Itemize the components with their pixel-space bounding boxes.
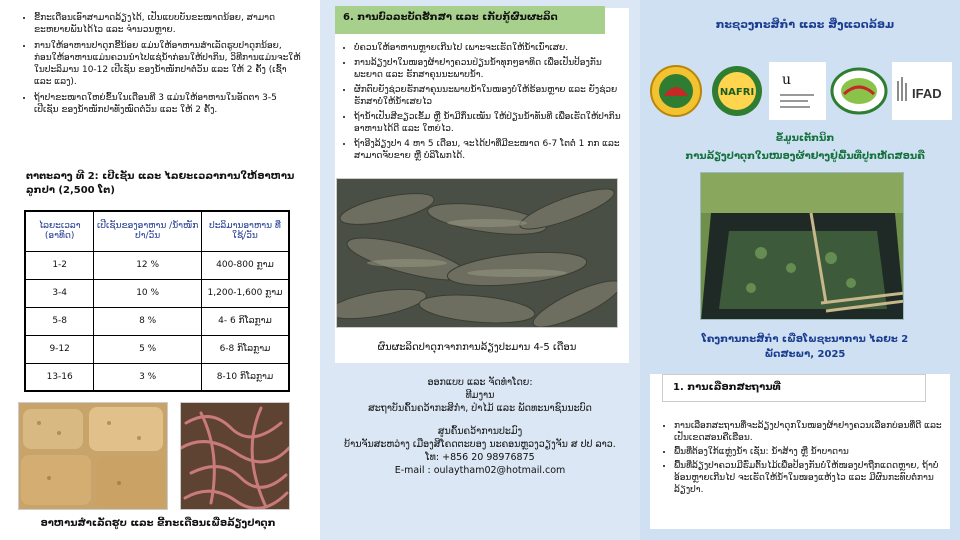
table-row — [25, 251, 289, 279]
designer-label: ອອກແບບ ແລະ ຈັດທຳໂດຍ: — [427, 377, 533, 388]
list-item: • ບໍ່ຄວນໃຫ້ອາຫານຫຼາຍເກີນໄປ ເພາະຈະເຮັດໃຫ້ນ້ຳເນົ່າເສຍ. — [354, 42, 624, 54]
table-cell: 10 % — [94, 279, 202, 307]
table-row — [25, 279, 289, 307]
section-title: 6. ການບົວລະບັດຮັກສາ ແລະ ເກັບກູ້ຜົນຜະລິດ — [335, 6, 605, 34]
table-cell: 13-16 — [25, 363, 94, 391]
table-header: ເປີເຊັນຂອງອາຫານ /ນ້ຳໜັກປາ/ວັນ — [94, 211, 202, 251]
table-row — [25, 307, 289, 335]
list-item: • ການໃຫ້ອາຫານປາດຸກຂີ້ນ້ອຍ ແມ່ນໃຫ້ອາຫານສຳເລັດຮູບປາດຸກນ້ອຍ, ກ່ອນໃຫ້ອາຫານແມ່ນຄວນນຳໄປແຊ່ນ້ຳກ່ອນໃຫ້ປາກິນ, ວິທີການແມ່ນຈະໃຫ້ໃນປະລິມານ 10-12 ເປີເຊັນ ຂອງນ້ຳໜັກປາຕໍ່ວັນ ແລະ ໃຫ້ 2 ຄັ້ງ (ເຊົ້າ ແລະ ແລງ). — [34, 40, 302, 88]
university-logo — [769, 62, 826, 120]
ifad-logo-text: IFAD — [911, 86, 942, 101]
table-cell: 1-2 — [25, 251, 94, 279]
feeding-bullets — [22, 12, 302, 120]
list-item: • ຖ້າອີງລ້ຽງປາ 4 ຫາ 5 ເດືອນ, ຈະໄດ້ປາທີ່ມີຂະໜາດ 6-7 ໂຕຕໍ່ 1 ກກ ແລະ ສາມາດຈັບຂາຍ ຫຼື ບໍລິໂພກໄດ້. — [354, 138, 624, 162]
table-cell: 1,200-1,600 ກຼາມ — [201, 279, 289, 307]
technical-info-heading — [660, 131, 950, 164]
site-selection-title: 1. ການເລືອກສະຖານທີ່ — [662, 374, 926, 402]
institute-name: ສະຖາບັນຄົ້ນຄວ້າກະສິກຳ, ປ່າໄມ້ ແລະ ພັດທະນາຊົນນະບົດ — [368, 403, 592, 414]
ifad-logo — [892, 62, 952, 120]
nafri-logo — [709, 62, 766, 120]
list-item: • ຂີ້ກະເດືອນເອົາສາມາດລ້ຽງໄດ້, ເປັນແບບບັນຂະໜາດນ້ອຍ, ສາມາດຂະຫຍາຍພັນໄດ້ໄວ ແລະ ຈຳນວນຫຼາຍ. — [34, 12, 302, 36]
table-cell: 8 % — [94, 307, 202, 335]
project-date: ພັດສະພາ, 2025 — [764, 349, 846, 360]
center-name: ສູນຄົ້ນຄວ້າການປະມົງ — [437, 426, 523, 437]
list-item: • ການລ້ຽງປາໃນໜອງຜ້າຢາງຄວນປ່ຽນນ້ຳທຸກໆອາທິດ ເພື່ອເປັນປ້ອງກັນພະຍາດ ແລະ ຮັກສາຄຸນນະພາບນ້ຳ. — [354, 57, 624, 81]
feeding-table — [24, 210, 290, 392]
site-selection-bullets — [664, 420, 942, 498]
team-label: ທີມງານ — [465, 390, 495, 401]
table-row — [25, 363, 289, 391]
project-title: ໂຄງການກະສິກຳ ເພື່ອໂພຊະນາການ ໄລຍະ 2 — [701, 334, 909, 345]
logo-row — [648, 56, 952, 126]
address: ບ້ານຈັນສະຫວ່າງ ເມືອງສີໂຄດຕະບອງ ນະຄອນຫຼວງວຽງຈັນ ສ ປປ ລາວ. — [344, 439, 616, 450]
project-heading — [660, 332, 950, 362]
table-header-row — [25, 211, 289, 251]
table-header: ໄລຍະເວລາ (ອາທິດ) — [25, 211, 94, 251]
university-logo-mark: u — [782, 72, 792, 88]
list-item: • ພື້ນທີ່ຕ້ອງໃກ້ແຫຼ່ງນ້ຳ ເຊັ່ນ: ນ້ຳສ້າງ ຫຼື ນ້ຳບາດານ — [674, 446, 942, 458]
table-cell: 5-8 — [25, 307, 94, 335]
table-cell: 400-800 ກຼາມ — [201, 251, 289, 279]
table-cell: 8-10 ກິໂລກຼາມ — [201, 363, 289, 391]
list-item: • ຖ້ານ້ຳເປັນສີຂຽວເຂັ້ມ ຫຼື ນ້ຳມີກິ່ນເໝັນ ໃຫ້ປ່ຽນນ້ຳທັນທີ ເພື່ອເຮັດໃຫ້ປາກິນອາຫານໄດ້ດີ ແລະ ໃຫຍ່ໄວ. — [354, 111, 624, 135]
table-cell: 3-4 — [25, 279, 94, 307]
table-header: ປະລິມານອາຫານ ທີ່ໃຊ້/ວັນ — [201, 211, 289, 251]
harvest-caption: ຜົນຜະລິດປາດຸກຈາກການລ້ຽງປະມານ 4-5 ເດືອນ — [377, 342, 577, 353]
table-row — [25, 335, 289, 363]
pond-photo — [700, 172, 904, 320]
email[interactable]: E-mail : oulaytham02@hotmail.com — [394, 465, 566, 476]
list-item: • ຜັກຕົບຍັງຊ່ວຍຮັກສາຄຸນນະພາບນ້ຳໃນໜອງບໍ່ໃຫ້ຮ້ອນຫຼາຍ ແລະ ຍັງຊ່ວຍຮັກສາບໍ່ໃຫ້ນ້ຳເສຍໄວ — [354, 84, 624, 108]
table-cell: 5 % — [94, 335, 202, 363]
table-title: ຕາຕະລາງ ທີ 2: ເປີເຊັນ ແລະ ໄລຍະເວລາການໃຫ້ອາຫານ ລູກປາ (2,500 ໂຕ) — [26, 171, 295, 196]
list-item: • ພື້ນທີ່ລ້ຽງປາຄວນມີຮົ່ມຕົ້ນໄມ້ເພື່ອປ້ອງກັນບໍ່ໃຫ້ໜອງປາຖືກແດດຫຼາຍ, ຖ້າບໍ່ອ້ອນຫຼາຍເກີນໄປ ຈະເຮັດໃຫ້ນ້ຳໃນໜອງແຫ້ງໄວ ແລະ ມີຜົນກະທົບຕໍ່ການລ້ຽງປາ. — [674, 460, 942, 496]
nafri-logo-text: NAFRI — [719, 87, 754, 98]
catfish-harvest-photo — [336, 178, 618, 328]
pellet-feed-photo — [18, 402, 168, 510]
table-cell: 3 % — [94, 363, 202, 391]
technical-info-title: ຂໍ້ມູນເຕັກນິກ — [775, 133, 835, 144]
earthworm-photo — [180, 402, 290, 510]
technical-info-subtitle: ການລ້ຽງປາດຸກໃນໜອງຜ້າຢາງຢູ່ພື້ນທີ່ປູກຫັດສອນຄື — [685, 151, 925, 162]
maintenance-bullets — [342, 42, 624, 165]
ministry-logo — [648, 62, 705, 120]
list-item: • ການເລືອກສະຖານທີ່ຈະລ້ຽງປາດຸກໃນໜອງຜ້າຢາງຄວນເລືອກບ່ອນທີ່ດີ ແລະ ເປັນເຂດສອນຄືເຮືອນ. — [674, 420, 942, 444]
table-cell: 6-8 ກິໂລກຼາມ — [201, 335, 289, 363]
project-logo — [830, 62, 888, 120]
ministry-title: ກະຊວງກະສິກຳ ແລະ ສິ່ງແວດລ້ອມ — [715, 18, 895, 31]
list-item: • ຖ້າປາຂະໜາດໃຫຍ່ຂຶ້ນໃນເດືອນທີ 3 ແມ່ນໃຫ້ອາຫານໃນອັດຕາ 3-5 ເປີເຊັນ ຂອງນ້ຳໜັກປາທັງໝົດຕໍ່ວັນ ແລະ ໃຫ້ 2 ຄັ້ງ. — [34, 92, 302, 116]
phone: ໂທ: +856 20 98976875 — [425, 452, 535, 463]
contact-block — [330, 376, 630, 477]
table-cell: 4- 6 ກິໂລກຼາມ — [201, 307, 289, 335]
table-cell: 12 % — [94, 251, 202, 279]
feed-caption: ອາຫານສຳເລັດຮູບ ແລະ ຂີ້ກະເດືອນເພື່ອລ້ຽງປາດຸກ — [40, 518, 276, 529]
table-cell: 9-12 — [25, 335, 94, 363]
